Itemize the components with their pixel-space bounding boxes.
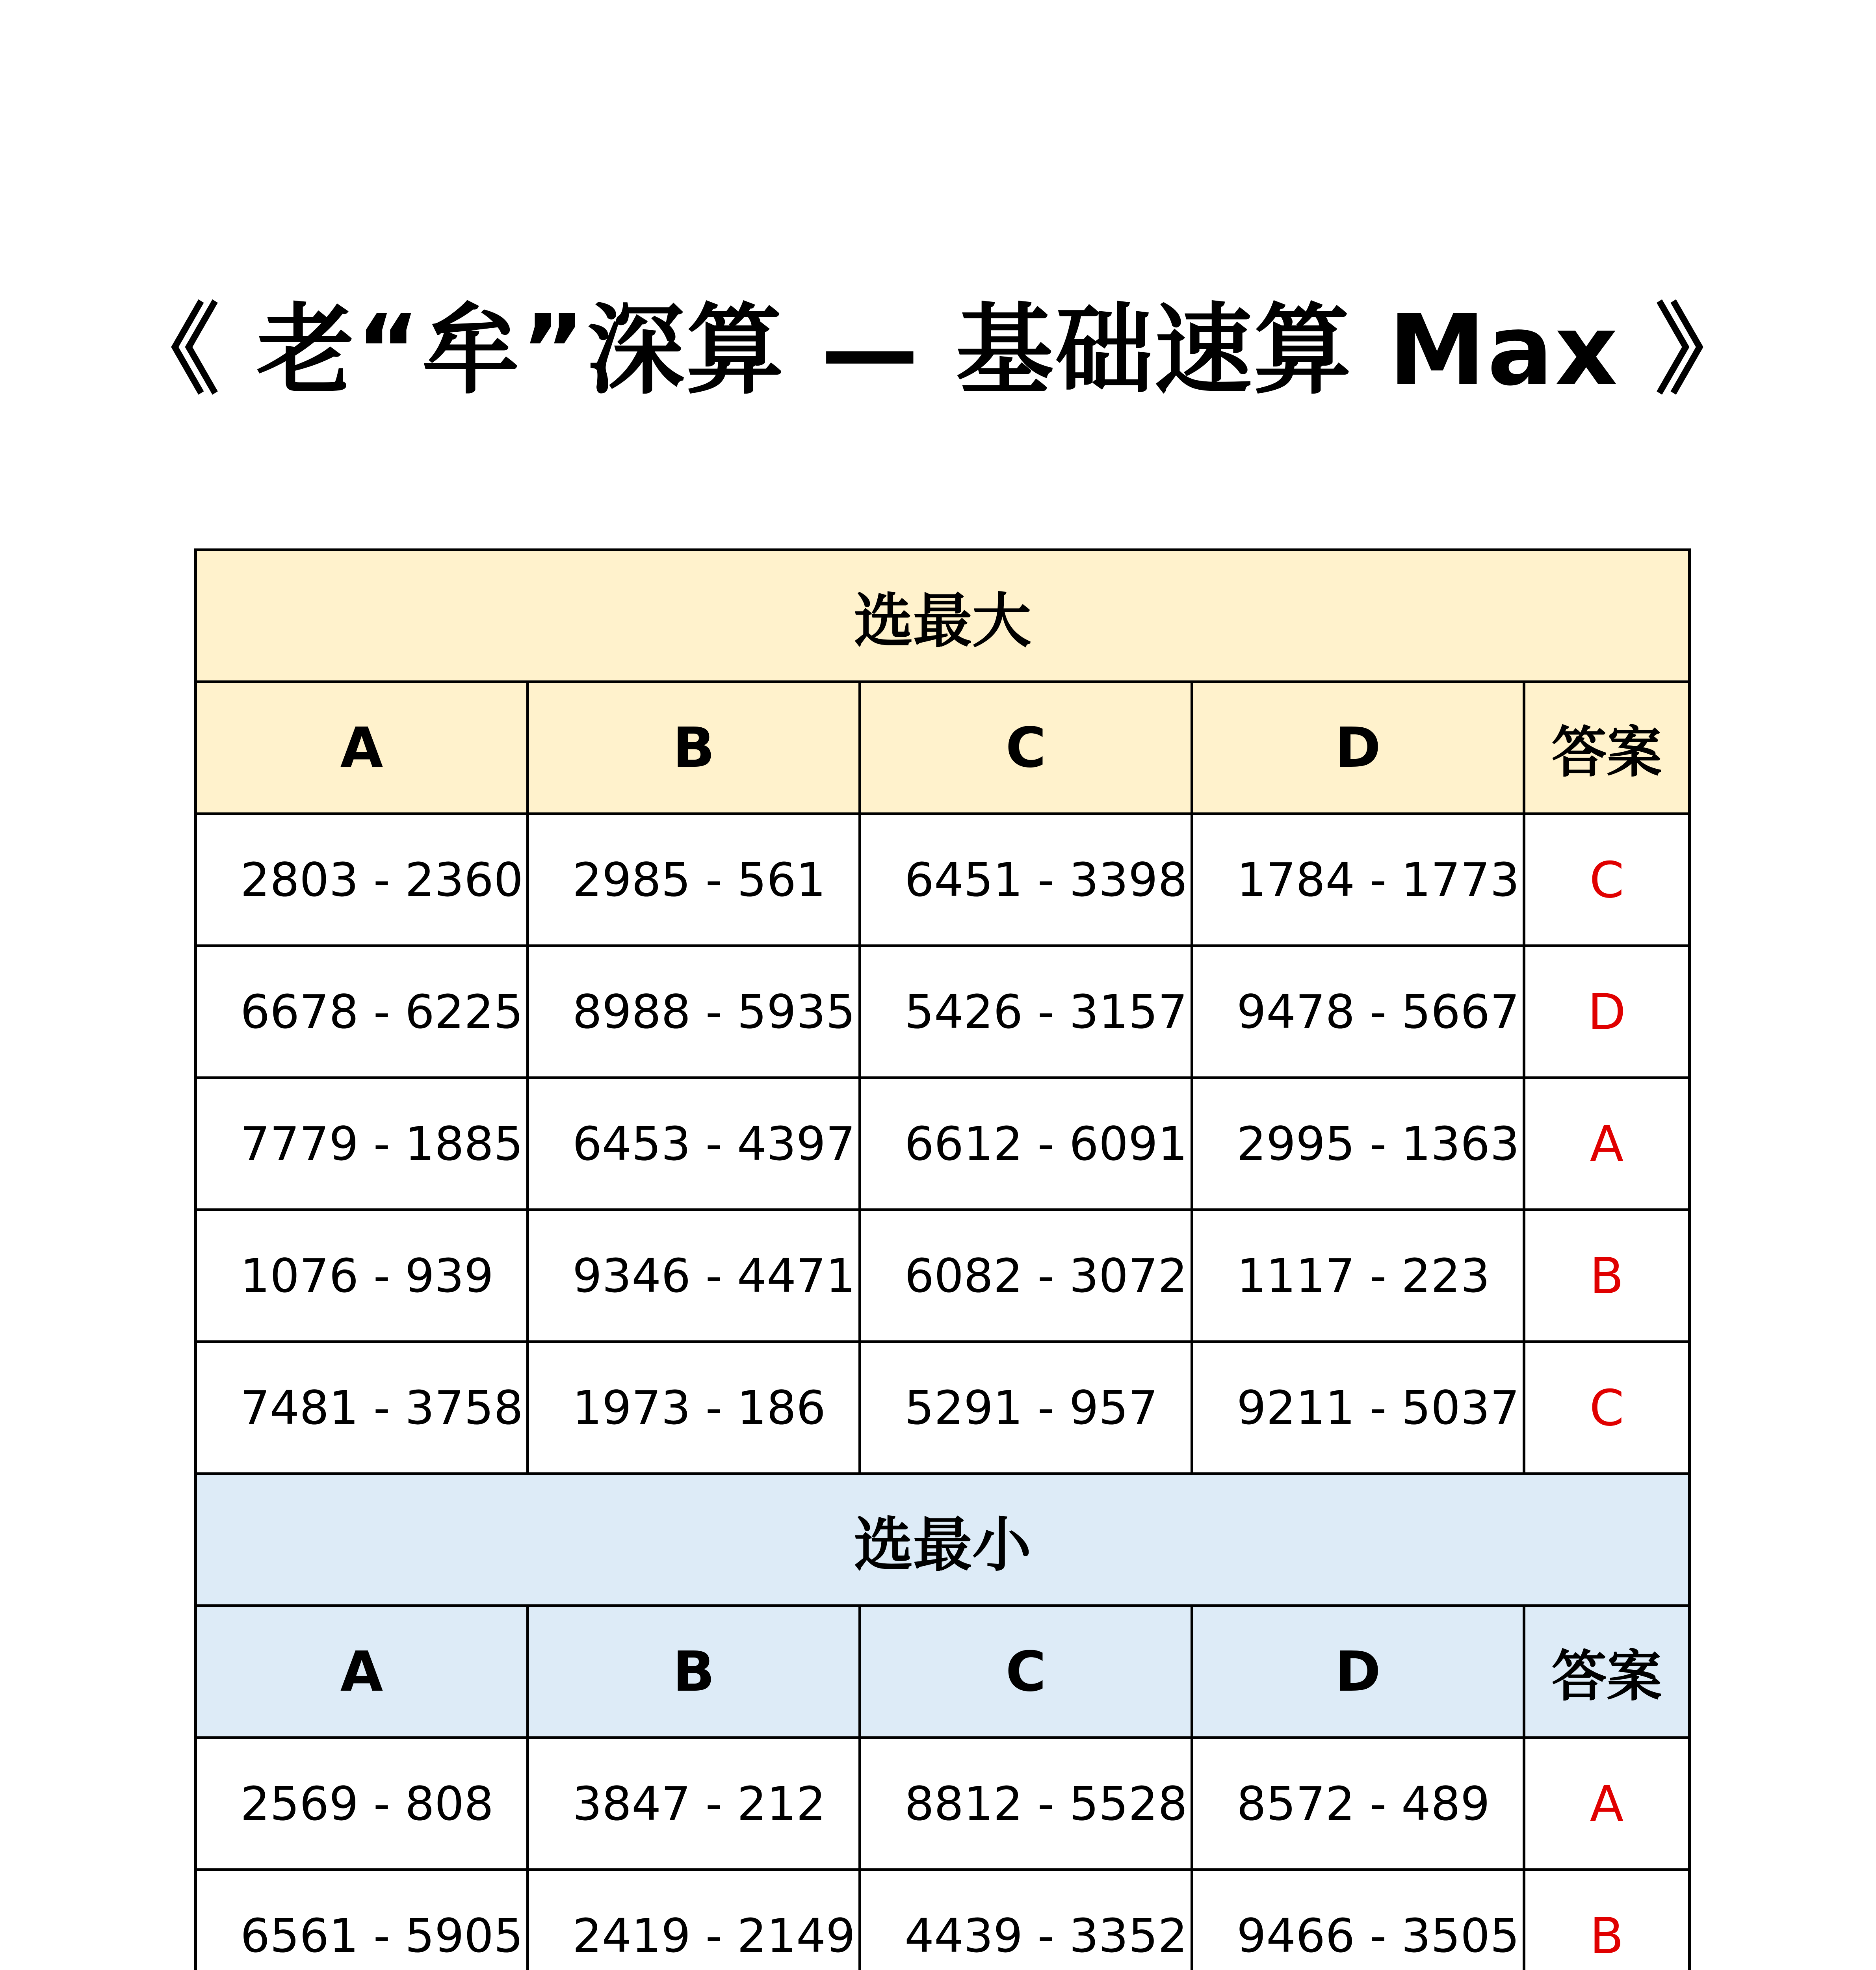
column-header-a: A	[196, 1606, 528, 1738]
expression-cell: 7779 - 1885	[196, 1078, 528, 1210]
expression-cell: 2803 - 2360	[196, 814, 528, 946]
column-header-answer: 答案	[1524, 682, 1690, 814]
expression-cell: 2985 - 561	[528, 814, 860, 946]
expression-cell: 2419 - 2149	[528, 1870, 860, 1970]
column-header-answer: 答案	[1524, 1606, 1690, 1738]
expression-cell: 9211 - 5037	[1192, 1342, 1524, 1474]
expression-cell: 6453 - 4397	[528, 1078, 860, 1210]
table-row	[196, 946, 1690, 1078]
expression-cell: 9478 - 5667	[1192, 946, 1524, 1078]
column-header-b: B	[528, 1606, 860, 1738]
expression-cell: 5291 - 957	[860, 1342, 1192, 1474]
answer-cell: D	[1524, 946, 1690, 1078]
expression-cell: 6561 - 5905	[196, 1870, 528, 1970]
column-header-d: D	[1192, 1606, 1524, 1738]
expression-cell: 3847 - 212	[528, 1738, 860, 1870]
expression-cell: 6451 - 3398	[860, 814, 1192, 946]
expression-cell: 8572 - 489	[1192, 1738, 1524, 1870]
column-header-row-max	[196, 682, 1690, 814]
column-header-d: D	[1192, 682, 1524, 814]
answer-cell: B	[1524, 1210, 1690, 1342]
expression-cell: 8812 - 5528	[860, 1738, 1192, 1870]
column-header-c: C	[860, 1606, 1192, 1738]
expression-cell: 1117 - 223	[1192, 1210, 1524, 1342]
table-row	[196, 1738, 1690, 1870]
table-row	[196, 1342, 1690, 1474]
table-row	[196, 1870, 1690, 1970]
column-header-row-min	[196, 1606, 1690, 1738]
section-title-row-min	[196, 1474, 1690, 1606]
answer-cell: A	[1524, 1078, 1690, 1210]
expression-cell: 6678 - 6225	[196, 946, 528, 1078]
expression-cell: 4439 - 3352	[860, 1870, 1192, 1970]
expression-cell: 1784 - 1773	[1192, 814, 1524, 946]
expression-cell: 2995 - 1363	[1192, 1078, 1524, 1210]
table-row	[196, 1078, 1690, 1210]
column-header-b: B	[528, 682, 860, 814]
expression-cell: 5426 - 3157	[860, 946, 1192, 1078]
table-row	[196, 1210, 1690, 1342]
table-row	[196, 814, 1690, 946]
expression-cell: 9466 - 3505	[1192, 1870, 1524, 1970]
column-header-c: C	[860, 682, 1192, 814]
answer-cell: A	[1524, 1738, 1690, 1870]
answer-cell: C	[1524, 814, 1690, 946]
section-title-max: 选最大	[196, 550, 1690, 682]
page-title: 《 老“牟”深算 — 基础速算 Max 》	[122, 294, 1754, 407]
worksheet-table	[194, 548, 1691, 1970]
column-header-a: A	[196, 682, 528, 814]
expression-cell: 1076 - 939	[196, 1210, 528, 1342]
section-title-min: 选最小	[196, 1474, 1690, 1606]
expression-cell: 6082 - 3072	[860, 1210, 1192, 1342]
expression-cell: 1973 - 186	[528, 1342, 860, 1474]
expression-cell: 9346 - 4471	[528, 1210, 860, 1342]
section-title-row-max	[196, 550, 1690, 682]
expression-cell: 7481 - 3758	[196, 1342, 528, 1474]
expression-cell: 8988 - 5935	[528, 946, 860, 1078]
worksheet-body	[196, 550, 1690, 1970]
answer-cell: C	[1524, 1342, 1690, 1474]
expression-cell: 6612 - 6091	[860, 1078, 1192, 1210]
answer-cell: B	[1524, 1870, 1690, 1970]
expression-cell: 2569 - 808	[196, 1738, 528, 1870]
